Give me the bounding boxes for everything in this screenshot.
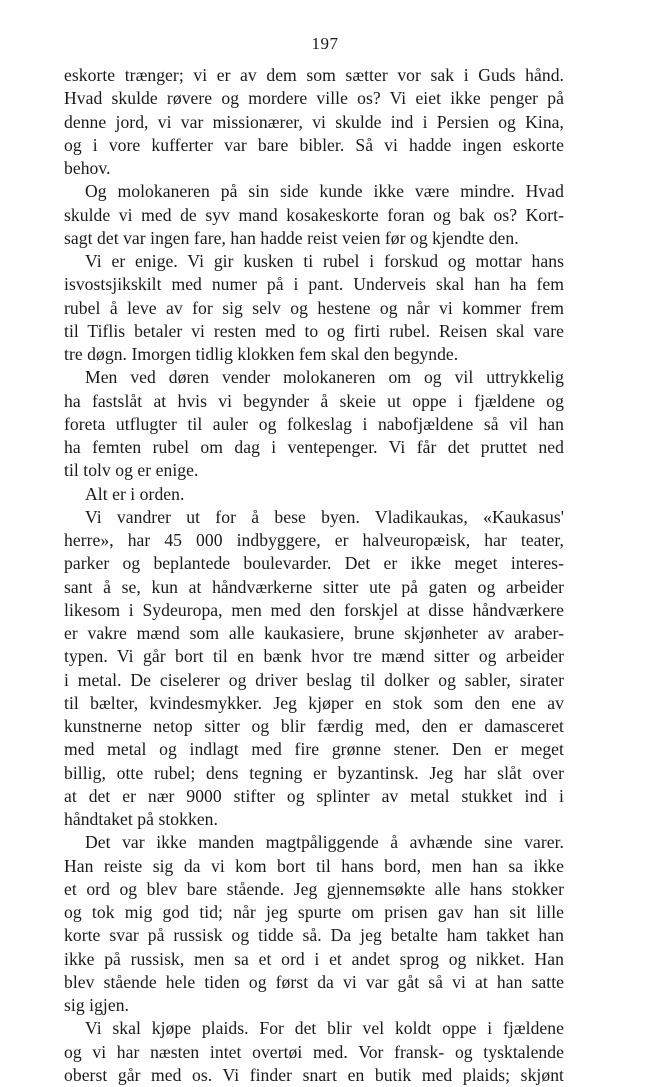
text-line: Vi skal kjøpe plaids. For det blir vel koldt oppe i fjældene <box>85 1018 564 1039</box>
text-line: Men ved døren vender molokaneren om og vil uttrykkelig <box>85 367 564 388</box>
text-line: sig igjen. <box>64 995 130 1015</box>
text-line: til bælter, kvindesmykker. Jeg kjøper en stok som den ene av <box>64 692 564 713</box>
page-number: 197 <box>311 34 339 53</box>
text-line: til tolv og er enige. <box>64 460 199 481</box>
text-line: skulde vi med de syv mand kosakeskorte foran og bak os? Kort- <box>64 204 564 225</box>
text-line: i metal. De ciselerer og driver beslag til dolker og sabler, sirater <box>64 669 564 690</box>
text-line: ha femten rubel om dag i ventepenger. Vi får det pruttet ned <box>64 437 564 457</box>
text-line: ha fastslåt at hvis vi begynder å skeie ut oppe i fjældene og <box>64 390 564 411</box>
text-line: og tok mig god tid; når jeg spurte om prisen gav han sit lille <box>64 902 564 922</box>
text-line: et ord og blev bare stående. Jeg gjennemsøkte alle hans stokker <box>64 878 564 899</box>
text-line: Vi vandrer ut for å bese byen. Vladikaukas, «Kaukasus' <box>85 506 564 527</box>
text-line: parker og beplantede boulevarder. Det er ikke meget interes- <box>64 553 564 574</box>
text-line: Vi er enige. Vi gir kusken ti rubel i forskud og mottar hans <box>85 251 564 271</box>
text-line: Og molokaneren på sin side kunde ikke være mindre. Hvad <box>85 181 564 202</box>
text-line: typen. Vi går bort til en bænk hvor tre mænd sitter og arbeider <box>64 646 564 667</box>
text-line: billig, otte rubel; dens tegning er byzantinsk. Jeg har slåt over <box>64 762 564 783</box>
text-line: oberst går med os. Vi finder snart en butik med plaids; skjønt <box>64 1064 564 1085</box>
text-line: kunstnerne netop sitter og blir færdig med, den er damasceret <box>64 716 564 736</box>
text-line: at det er nær 9000 stifter og splinter av metal stukket ind i <box>64 785 564 806</box>
text-line: Hvad skulde røvere og mordere ville os? Vi eiet ikke penger på <box>64 88 564 109</box>
text-line: likesom i Sydeuropa, men med den forskjel at disse håndværkere <box>64 599 564 620</box>
text-line: blev stående hele tiden og først da vi var gåt så vi at han satte <box>64 971 564 992</box>
text-line: Han reiste sig da vi kom bort til hans bord, men han sa ikke <box>64 855 564 876</box>
body-text <box>64 64 564 1087</box>
text-line: korte svar på russisk og tidde så. Da jeg betalte ham takket han <box>64 925 564 946</box>
text-line: eskorte trænger; vi er av dem som sætter vor sak i Guds hånd. <box>64 65 564 85</box>
text-line: håndtaket på stokken. <box>64 809 218 829</box>
text-line: rubel å leve av for sig selv og hestene og når vi kommer frem <box>64 297 564 318</box>
text-line: til Tiflis betaler vi resten med to og firti rubel. Reisen skal vare <box>64 320 564 341</box>
text-line: foreta utflugter til auler og folkeslag i nabofjældene så vil han <box>64 413 564 434</box>
text-line: herre», har 45 000 indbyggere, er halveuropæisk, har teater, <box>64 530 564 550</box>
text-line: tre døgn. Imorgen tidlig klokken fem skal den begynde. <box>64 344 459 364</box>
text-line: og vi har næsten intet overtøi med. Vor fransk- og tysktalende <box>64 1041 564 1062</box>
text-line: isvostsjikskilt med numer på i pant. Underveis skal han ha fem <box>64 274 564 295</box>
text-line: og i vore kufferter var bare bibler. Så vi hadde ingen eskorte <box>64 134 564 155</box>
text-line: Det var ikke manden magtpåliggende å avhænde sine varer. <box>85 832 564 853</box>
text-line: med metal og indlagt med fire grønne stener. Den er meget <box>64 739 564 760</box>
text-line: sant å se, kun at håndværkerne sitter ute på gaten og arbeider <box>64 576 564 597</box>
text-line: sagt det var ingen fare, han hadde reist veien før og kjendte den. <box>64 227 519 248</box>
text-line: er vakre mænd som alle kaukasiere, brune skjønheter av araber- <box>64 623 564 643</box>
text-line: behov. <box>64 158 111 178</box>
text-line: ikke på russisk, men sa et ord i et andet sprog og nikket. Han <box>64 948 564 969</box>
text-line: Alt er i orden. <box>85 483 185 504</box>
text-line: denne jord, vi var missionærer, vi skulde ind i Persien og Kina, <box>64 111 564 132</box>
